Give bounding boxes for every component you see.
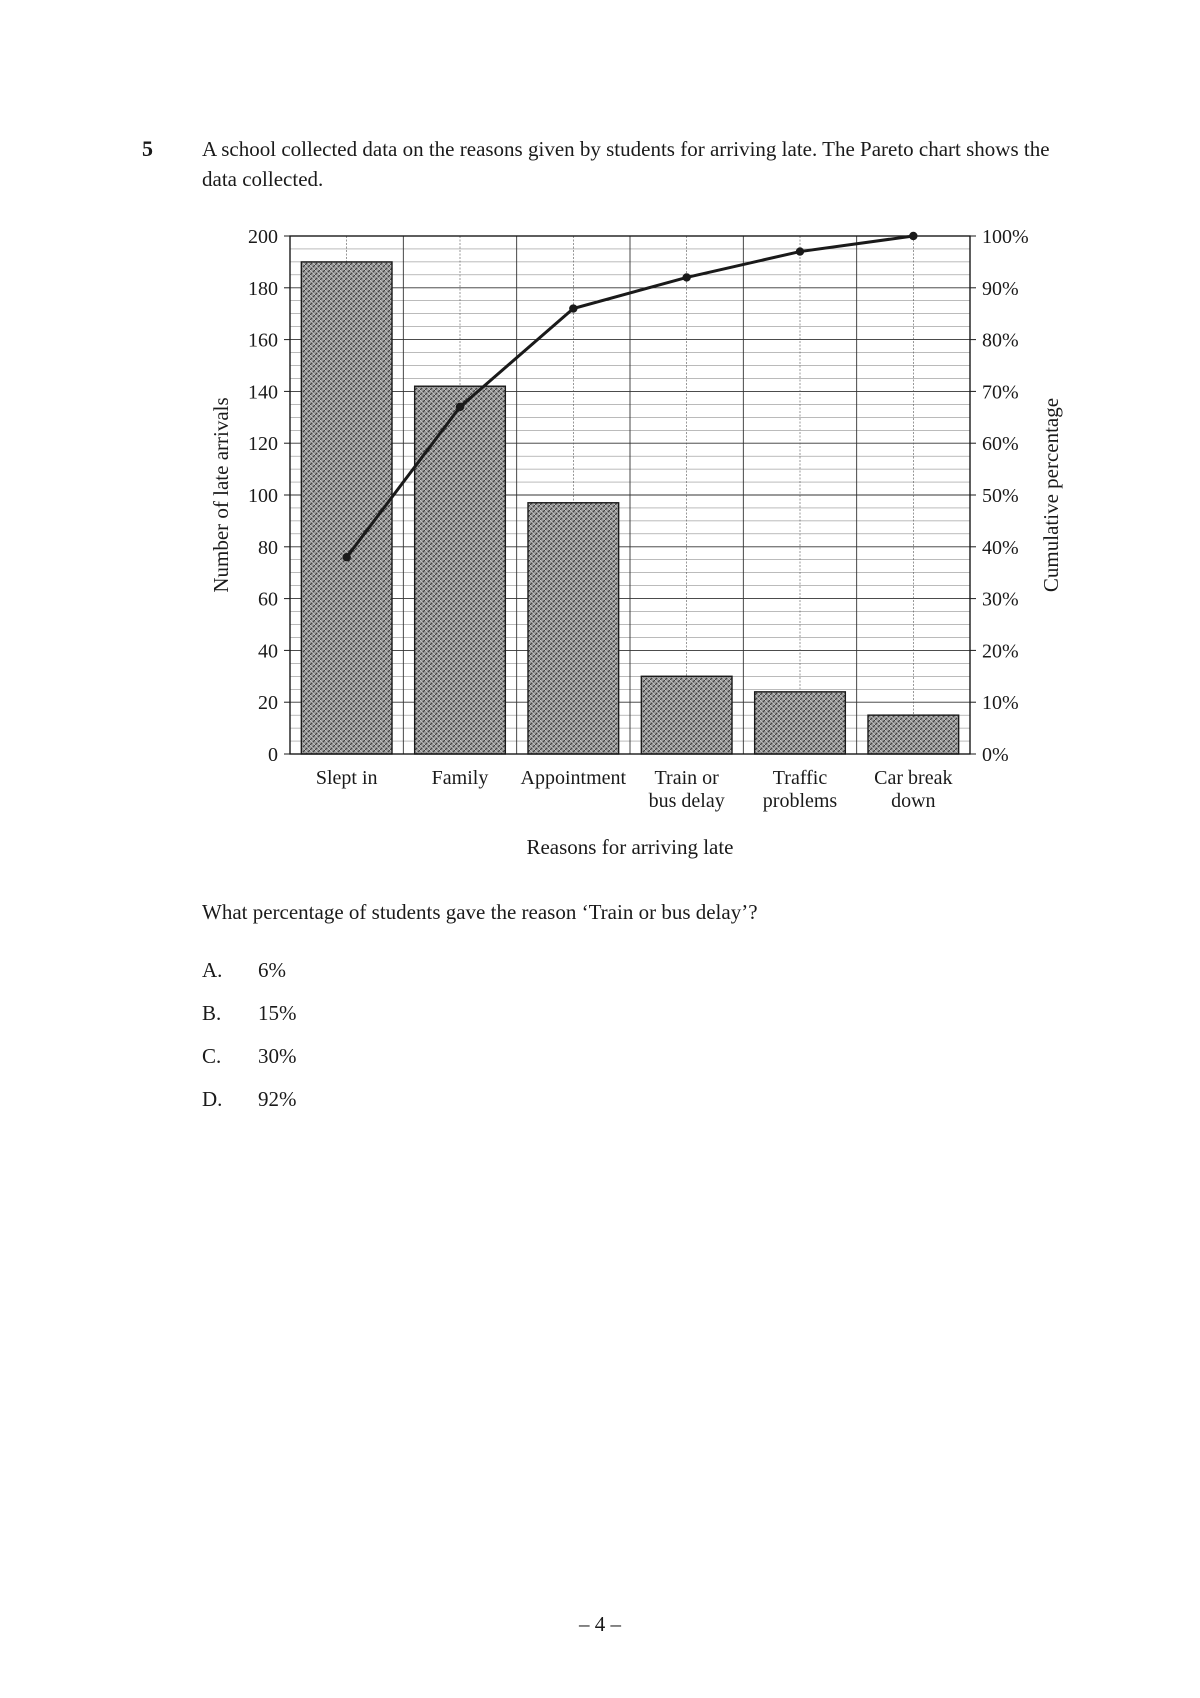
cumulative-point: [909, 232, 917, 240]
bar: [868, 715, 959, 754]
y-tick-label: 140: [248, 381, 278, 404]
bar: [641, 676, 732, 754]
bar: [415, 386, 506, 754]
option-letter: D.: [202, 1087, 223, 1111]
y2-tick-label: 60%: [982, 433, 1019, 456]
x-tick-label-line: Traffic: [772, 767, 828, 789]
y-tick-label: 40: [258, 640, 278, 663]
question-prompt: What percentage of students gave the reason ‘Train or bus delay’?: [202, 900, 758, 924]
x-tick-label-line: problems: [762, 790, 838, 812]
y-tick-label: 180: [248, 277, 278, 300]
y2-tick-label: 70%: [982, 381, 1019, 404]
x-tick-label-line: Train or: [654, 767, 719, 789]
y2-tick-label: 40%: [982, 536, 1019, 559]
y2-tick-label: 30%: [982, 588, 1019, 611]
x-tick-label: [432, 767, 489, 789]
option-a[interactable]: [202, 958, 286, 983]
cumulative-point: [456, 403, 464, 411]
y-tick-label: 0: [268, 744, 278, 766]
x-tick-label: [874, 767, 952, 812]
cumulative-point: [796, 247, 804, 255]
y-tick-label: 80: [258, 536, 278, 559]
y-axis-label: Number of late arrivals: [209, 397, 233, 593]
option-letter: B.: [202, 1001, 222, 1025]
bar: [528, 503, 619, 754]
option-text: 92%: [258, 1087, 297, 1111]
option-d[interactable]: [202, 1087, 297, 1112]
y2-tick-label: 50%: [982, 485, 1019, 507]
x-tick-label-line: Appointment: [520, 767, 627, 789]
x-tick-label-line: down: [891, 790, 936, 812]
cumulative-point: [342, 553, 350, 561]
option-letter: C.: [202, 1044, 222, 1068]
y-tick-label: 100: [248, 485, 278, 507]
y2-tick-label: 100%: [982, 226, 1029, 248]
option-text: 6%: [258, 958, 286, 982]
option-text: 30%: [258, 1044, 297, 1068]
y2-tick-label: 10%: [982, 692, 1019, 715]
option-c[interactable]: [202, 1044, 297, 1069]
option-letter: A.: [202, 958, 223, 982]
option-text: 15%: [258, 1001, 297, 1025]
question-intro: A school collected data on the reasons given by students for arriving late. The Pareto chart shows the data collected.: [202, 137, 1050, 191]
y-tick-label: 120: [248, 433, 278, 456]
y-tick-label: 60: [258, 588, 278, 611]
y-tick-label: 160: [248, 329, 278, 352]
option-b[interactable]: [202, 1001, 297, 1026]
cumulative-point: [682, 273, 690, 281]
x-tick-label-line: Slept in: [315, 767, 378, 789]
y2-tick-label: 0%: [982, 744, 1009, 766]
y-tick-label: 200: [248, 226, 278, 248]
x-tick-label-line: Family: [431, 767, 489, 789]
x-tick-label-line: Car break: [874, 767, 953, 789]
x-axis-label: Reasons for arriving late: [526, 835, 734, 859]
x-tick-label: [763, 767, 838, 812]
page-number: – 4 –: [579, 1612, 621, 1636]
y2-tick-label: 90%: [982, 277, 1019, 300]
bar: [301, 262, 392, 754]
question-number: 5: [142, 136, 153, 161]
cumulative-point: [569, 304, 577, 312]
x-tick-label: [316, 767, 378, 789]
x-tick-label-line: bus delay: [648, 790, 725, 812]
x-tick-label: [649, 767, 725, 812]
y2-tick-label: 80%: [982, 329, 1019, 352]
y2-tick-label: 20%: [982, 640, 1019, 663]
y2-axis-label: Cumulative percentage: [1039, 397, 1063, 593]
bar: [755, 692, 846, 754]
y-tick-label: 20: [258, 692, 278, 715]
x-tick-label: [521, 767, 627, 789]
